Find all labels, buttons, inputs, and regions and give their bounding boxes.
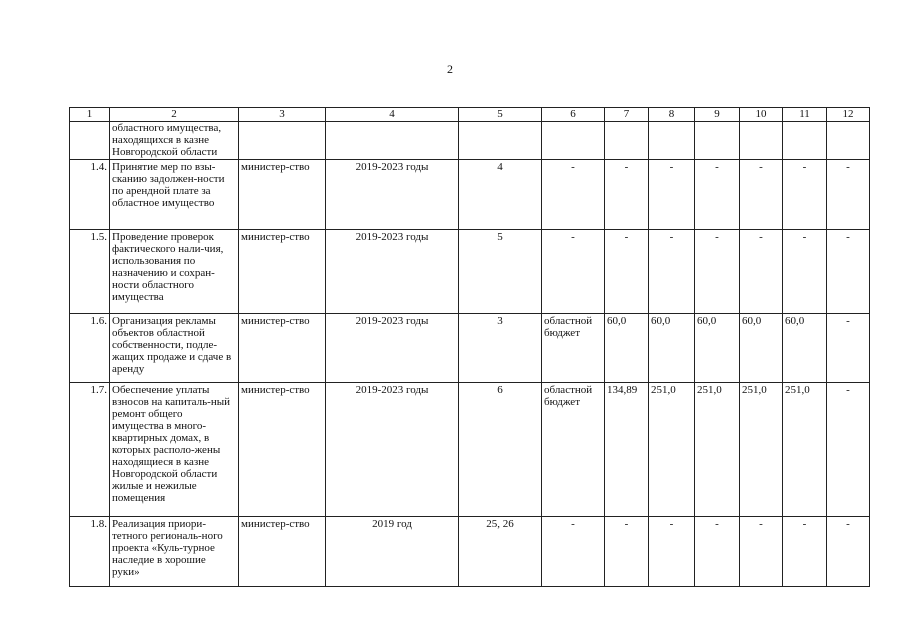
header-cell: 11 [783,108,827,122]
table-row-continuation [70,122,870,160]
cell-continuation-text: областного имущества, находящихся в казне Новгородской области [110,122,239,160]
program-table [69,107,870,587]
cell-name: Проведение проверок фактического нали-чия, использования по назначению и сохран-ности областного имущества [110,230,239,314]
cell-period: 2019 год [326,517,459,587]
cell-num: 1.5. [70,230,110,314]
cell-value: - [740,160,783,230]
cell-value [649,122,695,160]
cell-value: 60,0 [649,314,695,383]
cell-value: - [827,383,870,517]
page-number: 2 [447,62,453,76]
header-cell: 7 [605,108,649,122]
cell-value: - [827,314,870,383]
table-row [70,314,870,383]
cell-value: - [827,517,870,587]
cell-executor: министер-ство [239,314,326,383]
cell-name: Организация рекламы объектов областной собственности, подле-жащих продаже и сдаче в аренду [110,314,239,383]
cell-indicator: 25, 26 [459,517,542,587]
cell-num [70,122,110,160]
cell-value: 60,0 [605,314,649,383]
cell-value: - [695,160,740,230]
cell-num: 1.8. [70,517,110,587]
table-row [70,230,870,314]
cell-value: - [649,160,695,230]
cell-value: - [649,230,695,314]
cell-executor [239,122,326,160]
table-row [70,383,870,517]
cell-name: Принятие мер по взы-сканию задолжен-ности по арендной плате за областное имущество [110,160,239,230]
cell-value: - [695,230,740,314]
header-cell: 12 [827,108,870,122]
cell-value [740,122,783,160]
cell-value: - [783,160,827,230]
cell-indicator: 5 [459,230,542,314]
cell-value: 251,0 [783,383,827,517]
cell-indicator: 3 [459,314,542,383]
cell-value: 251,0 [695,383,740,517]
cell-source [542,122,605,160]
cell-indicator: 4 [459,160,542,230]
cell-num: 1.4. [70,160,110,230]
table-row [70,517,870,587]
cell-value: - [605,160,649,230]
cell-value: 60,0 [783,314,827,383]
cell-indicator [459,122,542,160]
cell-source: - [542,230,605,314]
cell-name: Реализация приори-тетного региональ-ного проекта «Куль-турное наследие в хорошие руки» [110,517,239,587]
cell-value: 134,89 [605,383,649,517]
cell-value: - [783,517,827,587]
cell-executor: министер-ство [239,383,326,517]
cell-indicator: 6 [459,383,542,517]
cell-value [827,122,870,160]
cell-name: Обеспечение уплаты взносов на капиталь-ный ремонт общего имущества в много-квартирных домах, в которых располо-жены находящиеся в казне Новгородской области жилые и нежилые помещения [110,383,239,517]
cell-executor: министер-ство [239,517,326,587]
cell-value [695,122,740,160]
cell-source: областной бюджет [542,314,605,383]
cell-value: - [827,160,870,230]
cell-value: - [740,517,783,587]
cell-value: - [783,230,827,314]
header-cell: 9 [695,108,740,122]
header-cell: 1 [70,108,110,122]
cell-source: - [542,160,605,230]
cell-period: 2019-2023 годы [326,160,459,230]
table-row [70,160,870,230]
cell-value: - [827,230,870,314]
table-header-row [70,108,870,122]
cell-value [605,122,649,160]
cell-value: - [605,230,649,314]
cell-period: 2019-2023 годы [326,383,459,517]
cell-value: 60,0 [695,314,740,383]
cell-period: 2019-2023 годы [326,314,459,383]
header-cell: 10 [740,108,783,122]
header-cell: 5 [459,108,542,122]
cell-value: - [740,230,783,314]
cell-value: 60,0 [740,314,783,383]
header-cell: 6 [542,108,605,122]
cell-value [783,122,827,160]
cell-num: 1.6. [70,314,110,383]
cell-period [326,122,459,160]
header-cell: 8 [649,108,695,122]
header-cell: 2 [110,108,239,122]
cell-source: - [542,517,605,587]
cell-num: 1.7. [70,383,110,517]
cell-executor: министер-ство [239,160,326,230]
cell-value: - [605,517,649,587]
cell-period: 2019-2023 годы [326,230,459,314]
cell-source: областной бюджет [542,383,605,517]
cell-value: 251,0 [649,383,695,517]
header-cell: 3 [239,108,326,122]
cell-value: 251,0 [740,383,783,517]
header-cell: 4 [326,108,459,122]
cell-value: - [649,517,695,587]
cell-value: - [695,517,740,587]
cell-executor: министер-ство [239,230,326,314]
